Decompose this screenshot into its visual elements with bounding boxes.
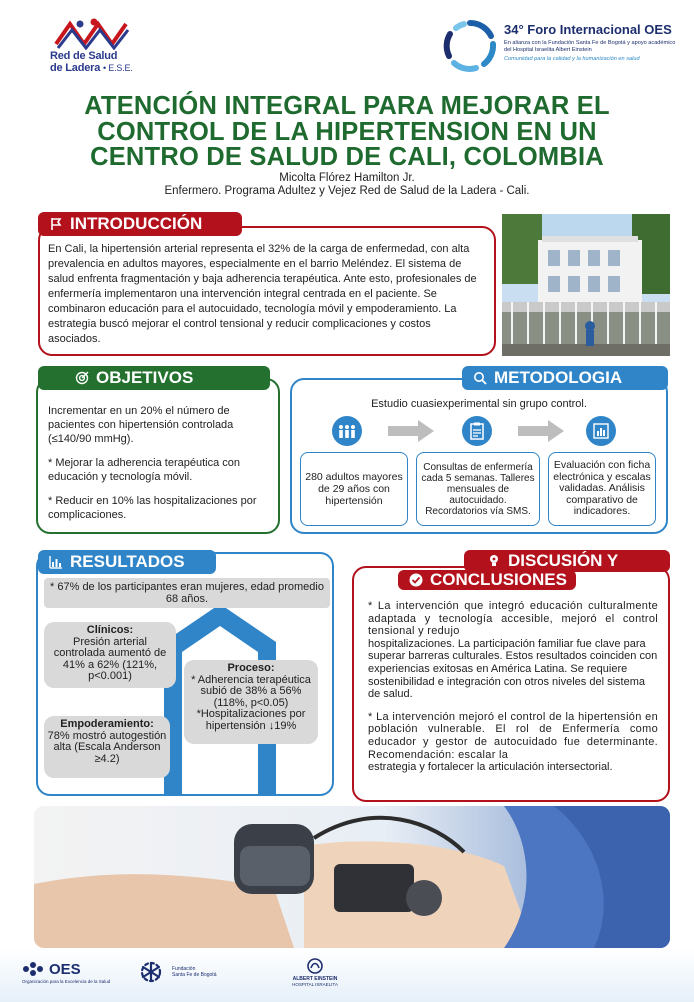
clinicos-text: Presión arterial controlada aumentó de 41% a 62% (121%, p<0.001) <box>53 635 167 682</box>
oes-logo <box>22 960 122 984</box>
objetivo-item: * Mejorar la adherencia terapéutica con educación y tecnología móvil. <box>48 457 241 483</box>
forum-title: 34° Foro Internacional OES <box>504 22 672 37</box>
objetivos-heading-text: OBJETIVOS <box>96 368 194 387</box>
people-icon <box>332 416 362 446</box>
chart-doc-icon <box>586 416 616 446</box>
target-icon <box>74 370 90 386</box>
discusion-p2-rest: estrategia y fortalecer la articulación intersectorial. <box>368 761 613 774</box>
logo-suffix: • E.S.E. <box>103 63 133 73</box>
red-de-salud-logo <box>46 18 146 80</box>
clinicos-title: Clínicos: <box>86 624 134 636</box>
introduccion-text: En Cali, la hipertensión arterial representa el 32% de la carga de enfermedad, con alta prevalencia en adultos mayores, especialmente en el barrio Meléndez. El sistema de salud enfrenta fragmentación y baja adherencia terapéutica. Ante esto, profesionales de enfermería implementaron una intervención integral centrada en el paciente. Se combinaron educación para el autocuidado, tecnología móvil y empoderamiento. La estrategia buscó mejorar el control tensional y reducir complicaciones y costos asociados. <box>48 243 477 345</box>
discusion-paragraph-2 <box>368 711 658 774</box>
author-block <box>0 172 694 198</box>
proceso-text: * Adherencia terapéutica subió de 38% a 56% (118%, p<0.05) *Hospitalizaciones por hipertensión ↓19% <box>191 673 311 732</box>
author-name: Micolta Flórez Hamilton Jr. <box>279 172 415 184</box>
metodologia-card-poblacion: 280 adultos mayores de 29 años con hipertensión <box>300 452 408 526</box>
footer-logos <box>0 948 694 1002</box>
discusion-box <box>352 566 670 802</box>
discusion-heading-1-text: DISCUSIÓN Y <box>508 551 619 570</box>
introduccion-heading <box>38 212 242 236</box>
metodologia-card-intervencion: Consultas de enfermería cada 5 semanas. Talleres mensuales de autocuidado. Recordatorios vía SMS. <box>416 452 540 526</box>
poster-header <box>0 0 694 90</box>
oes-ring-icon <box>442 18 498 74</box>
discusion-p1-rest: hospitalizaciones. La participación familiar fue clave para superar barreras culturales. Estos resultados coinciden con experiencias exitosas en América Latina. Se requiere sostenibilidad e integración con otros niveles del sistema de salud. <box>368 637 658 701</box>
einstein-line1: ALBERT EINSTEIN <box>292 976 338 982</box>
fsfb-line1: Fundación <box>172 966 196 972</box>
red-de-salud-emblem-icon <box>50 18 136 50</box>
forum-tagline: Comunidad para la calidad y la humanización en salud <box>504 56 640 62</box>
metodologia-subtitle: Estudio cuasiexperimental sin grupo control. <box>371 398 587 410</box>
discusion-paragraph-1 <box>368 600 658 701</box>
blood-pressure-photo <box>34 806 670 948</box>
objetivo-item: * Reducir en 10% las hospitalizaciones por complicaciones. <box>48 495 257 521</box>
poster-title <box>20 94 674 171</box>
logo-name-line2 <box>50 62 133 74</box>
introduccion-box <box>38 226 496 356</box>
resultados-heading <box>38 550 216 574</box>
title-line1: ATENCIÓN INTEGRAL PARA MEJORAR EL <box>84 92 610 120</box>
bar-chart-icon <box>48 554 64 570</box>
empoderamiento-title: Empoderamiento: <box>60 718 154 730</box>
objetivos-heading <box>38 366 270 390</box>
discusion-heading-2-text: CONCLUSIONES <box>430 570 567 589</box>
resultados-clinicos-card <box>44 622 176 688</box>
logo-name-line1: Red de Salud <box>50 50 118 62</box>
search-icon <box>472 370 488 386</box>
resultados-heading-text: RESULTADOS <box>70 552 185 571</box>
metodologia-heading-text: METODOLOGIA <box>494 368 623 387</box>
arrow-right-icon <box>518 420 564 442</box>
lightbulb-icon <box>486 553 502 569</box>
fsfb-emblem-icon <box>134 960 168 984</box>
resultados-summary: * 67% de los participantes eran mujeres, edad promedio 68 años. <box>44 578 330 608</box>
discusion-heading-2 <box>398 570 576 590</box>
resultados-empoderamiento-card <box>44 716 170 778</box>
objetivo-item: Incrementar en un 20% el número de pacientes con hipertensión controlada (≤140/90 mmHg). <box>48 405 234 445</box>
forum-subtitle: En alianza con la Fundación Santa Fe de Bogotá y apoyo académico del Hospital Israelita Albert Einstein <box>504 40 676 53</box>
discusion-p2-lead: * La intervención mejoró el control de la hipertensión en población vulnerable. El rol de Enfermería como educador y gestor de autocuidado fue determinante. Recomendación: escalar la <box>368 710 658 761</box>
logo-name-line2-text: de Ladera <box>50 62 101 74</box>
fsfb-line2: Santa Fe de Bogotá <box>172 972 217 978</box>
title-line2: CONTROL DE LA HIPERTENSION EN UN <box>97 117 597 146</box>
proceso-title: Proceso: <box>227 662 275 674</box>
title-line3: CENTRO DE SALUD DE CALI, COLOMBIA <box>90 143 604 171</box>
fsfb-logo <box>134 960 244 984</box>
introduccion-heading-text: INTRODUCCIÓN <box>70 214 203 233</box>
oes-logo-text: OES <box>49 960 81 978</box>
author-role: Enfermero. Programa Adultez y Vejez Red de Salud de la Ladera - Cali. <box>164 185 530 197</box>
discusion-heading-1 <box>464 550 670 572</box>
health-center-photo <box>502 214 670 356</box>
einstein-line2: HOSPITAL ISRAELITA <box>292 982 338 987</box>
oes-dots-icon <box>22 960 46 978</box>
check-circle-icon <box>408 572 424 588</box>
metodologia-heading <box>462 366 668 390</box>
clipboard-icon <box>462 416 492 446</box>
empoderamiento-text: 78% mostró autogestión alta (Escala Anderson ≥4.2) <box>47 729 167 765</box>
einstein-emblem-icon <box>306 958 324 974</box>
objetivos-box <box>36 378 280 534</box>
metodologia-card-evaluacion: Evaluación con ficha electrónica y escalas validadas. Análisis comparativo de indicadores. <box>548 452 656 526</box>
discusion-p1-lead: * La intervención que integró educación culturalmente adaptada y tecnología accesible, mejoró el control tensional y redujo <box>368 600 658 638</box>
resultados-proceso-card <box>184 660 318 744</box>
oes-forum-logo <box>442 16 682 80</box>
einstein-logo <box>270 958 360 987</box>
arrow-right-icon <box>388 420 434 442</box>
flag-icon <box>48 216 64 232</box>
oes-logo-subtitle: Organización para la Excelencia de la Salud <box>22 979 111 984</box>
